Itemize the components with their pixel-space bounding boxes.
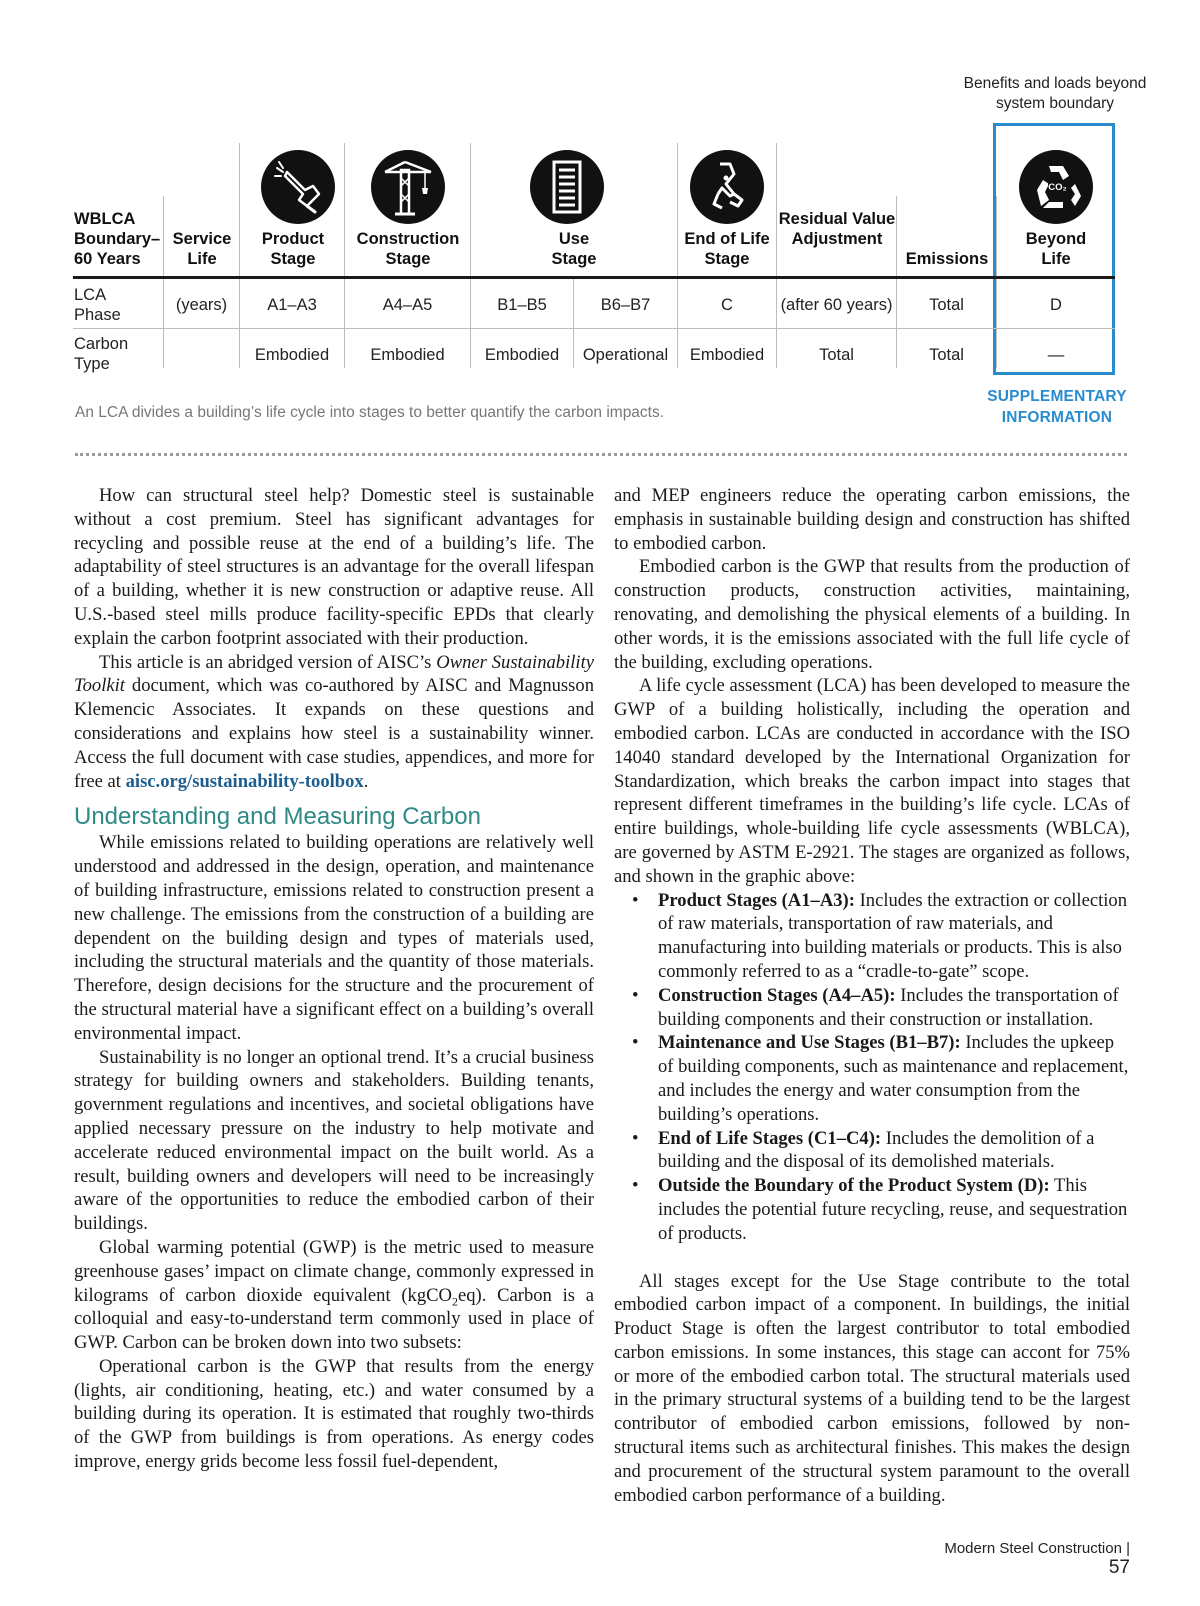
header-rule [73, 276, 1115, 279]
table-cell: D [1050, 296, 1062, 314]
publication-name: Modern Steel Construction [944, 1540, 1122, 1557]
list-item [614, 1127, 1130, 1175]
article-column-left [74, 484, 594, 1474]
paragraph: Embodied carbon is the GWP that results from the production of construction products, construction activities, maintaining, renovating, and demolishing the physical elements of a building. In other words, it is the emissions associated with the full life cycle of the building, excluding operations. [614, 556, 1130, 673]
column-divider [470, 143, 471, 368]
list-item-text: Includes the transportation of building components and their construction or installation. [658, 984, 1119, 1030]
header-use-stage: Use Stage [551, 230, 597, 268]
column-divider [344, 143, 345, 368]
paragraph: and MEP engineers reduce the operating carbon emissions, the emphasis in sustainable building design and construction has shifted to embodied carbon. [614, 485, 1130, 554]
header-service-life: Service Life [172, 230, 232, 268]
demolition-claw-icon [690, 150, 764, 224]
italic-title: Owner Sustainability Toolkit [74, 651, 594, 697]
text-run: This article is an abridged version of AISC’s [99, 651, 437, 673]
column-divider [776, 143, 777, 368]
bullet: • [632, 889, 639, 911]
co2-recycle-icon [1019, 150, 1093, 224]
spacer [614, 1246, 1130, 1270]
footer-separator: | [1126, 1540, 1130, 1557]
list-item [614, 1174, 1130, 1245]
list-item-text: Includes the demolition of a building and the disposal of its demolished materials. [658, 1127, 1095, 1173]
construction-crane-icon [371, 150, 445, 224]
header-boundary: WBLCA Boundary– 60 Years [74, 210, 161, 268]
list-item-text: Includes the extraction or collection of raw materials, transportation of raw materials, and manufacturing into building materials or products. This is also commonly referred to as a “cradle-to-gate” scope. [658, 889, 1128, 982]
list-item [614, 1031, 1130, 1126]
header-residual-value: Residual Value Adjustment [778, 210, 896, 248]
table-cell: Total [819, 346, 854, 364]
section-heading: Understanding and Measuring Carbon [74, 803, 481, 831]
building-icon [530, 150, 604, 224]
bullet: • [632, 984, 639, 1006]
column-divider [239, 143, 240, 368]
list-item-title: Product Stages (A1–A3): [658, 889, 855, 911]
page-footer [920, 1540, 1130, 1579]
table-cell: (years) [175, 296, 228, 314]
text-run: Global warming potential (GWP) is the metric used to measure greenhouse gases’ impact on climate change, commonly expressed in kilograms of carbon dioxide equivalent (kgCO [74, 1236, 594, 1306]
bullet: • [632, 1032, 639, 1054]
row-label-carbon-type: Carbon Type [74, 335, 129, 373]
stage-list [614, 889, 1130, 1246]
dotted-divider [75, 453, 1127, 456]
list-item-title: End of Life Stages (C1–C4): [658, 1127, 882, 1149]
paragraph: All stages except for the Use Stage contribute to the total embodied carbon impact of a component. In buildings, the initial Product Stage is often the largest contributor to total embodied carbon emissions. In some instances, this stage can accont for 75% or more of the embodied carbon total. The structural materials used in the primary structural systems of a building tend to be the largest contributor of embodied carbon emissions, followed by non-structural items such as architectural finishes. This makes the design and procurement of the structural system paramount to the overall embodied carbon performance of a building. [614, 1270, 1130, 1506]
figure-caption: An LCA divides a building’s life cycle into stages to better quantify the carbon impacts. [75, 404, 665, 421]
text-run: . [363, 770, 369, 792]
list-item-text: This includes the potential future recycling, reuse, and sequestration of products. [658, 1175, 1128, 1244]
table-cell: Embodied [689, 346, 765, 364]
table-cell: B6–B7 [600, 296, 651, 314]
list-item [614, 889, 1130, 984]
header-end-of-life-stage: End of Life Stage [684, 230, 770, 268]
column-divider [896, 196, 897, 368]
paragraph [74, 651, 594, 794]
header-construction-stage: Construction Stage [356, 230, 460, 268]
list-item-title: Outside the Boundary of the Product System (D): [658, 1175, 1050, 1197]
paragraph: While emissions related to building operations are relatively well understood and addressed in the design, operation, and maintenance of building infrastructure, emissions related to construction present a new challenge. The emissions from the construction of a building are dependent on the building design and types of materials used, including the structural materials and the quantity of those materials. Therefore, design decisions for the structure and the procurement of the structural material have a significant effect on a building’s overall environmental impact. [74, 832, 594, 1044]
beyond-boundary-note: Benefits and loads beyond system boundary [963, 75, 1147, 112]
column-divider [996, 196, 997, 368]
table-cell: Total [929, 346, 964, 364]
subscript: 2 [451, 1294, 458, 1309]
row-label-lca-phase: LCA Phase [74, 286, 121, 324]
article-column-right [614, 484, 1130, 1507]
table-cell: B1–B5 [497, 296, 547, 314]
toolbox-link[interactable]: aisc.org/sustainability-toolbox [125, 770, 364, 792]
bullet: • [632, 1175, 639, 1197]
paragraph [74, 1236, 594, 1355]
row-rule [73, 328, 1115, 329]
list-item-title: Maintenance and Use Stages (B1–B7): [658, 1032, 961, 1054]
table-cell: Embodied [370, 346, 445, 364]
paragraph: Sustainability is no longer an optional trend. It’s a crucial business strategy for building owners and stakeholders. Building tenants, government regulations and incentives, and societal obligations have applied necessary pressure on the industry to help motivate and accelerate reduced environmental impact on the built world. As a result, building owners and developers will need to be increasingly aware of the opportunities to reduce the embodied carbon of their buildings. [74, 1046, 594, 1235]
paragraph: How can structural steel help? Domestic steel is sustainable without a cost premium. Steel has significant advantages for recycling and possible reuse at the end of a building’s life. The adaptability of steel structures is an advantage for the overall lifespan of a building, whether it is new construction or adaptive reuse. All U.S.-based steel mills produce facility-specific EPDs that clearly explain the carbon footprint associated with their production. [74, 485, 594, 649]
table-cell: A4–A5 [382, 296, 433, 314]
table-cell: C [721, 296, 733, 314]
header-emissions: Emissions [905, 250, 989, 268]
table-cell: A1–A3 [267, 296, 317, 314]
text-run: document, which was co-authored by AISC and Magnusson Klemencic Associates. It expands on these questions and considerations and explains how steel is a sustainability winner. Access the full document with case studies, appendices, and more for free at [74, 675, 594, 792]
table-cell: Embodied [254, 346, 330, 364]
paragraph: A life cycle assessment (LCA) has been developed to measure the GWP of a building holistically, including the operation and embodied carbon. LCAs are conducted in accordance with the ISO 14040 standard developed by the International Organization for Standardization, which breaks the carbon impact into stages that represent different timeframes in the building’s life cycle. LCAs of entire buildings, whole-building life cycle assessments (WBLCA), are governed by ASTM E-2921. The stages are organized as follows, and shown in the graphic above: [614, 675, 1130, 887]
supplementary-information-label: SUPPLEMENTARY INFORMATION [987, 388, 1127, 426]
header-product-stage: Product Stage [261, 230, 325, 268]
table-cell: Total [929, 296, 964, 314]
table-cell: (after 60 years) [780, 296, 893, 314]
paragraph: Operational carbon is the GWP that results from the energy (lights, air conditioning, heating, etc.) and water consumed by a building during its operation. It is estimated that roughly two-thirds of the GWP from buildings is from operations. As energy codes improve, energy grids become less fossil fuel-dependent, [74, 1355, 594, 1473]
header-beyond-life: Beyond Life [1025, 230, 1087, 268]
list-item-text: Includes the upkeep of building components, such as maintenance and replacement, and includes the energy and water consumption from the building’s operations. [658, 1032, 1129, 1125]
table-cell: Operational [582, 346, 669, 364]
table-cell: — [1047, 346, 1065, 364]
hand-drill-icon [261, 150, 335, 224]
table-cell: Embodied [484, 346, 560, 364]
co2-label: CO₂ [1048, 182, 1067, 193]
list-item-title: Construction Stages (A4–A5): [658, 984, 896, 1006]
list-item [614, 984, 1130, 1032]
page-number: 57 [1108, 1557, 1130, 1578]
text-run: eq). Carbon is a colloquial and easy-to-understand term commonly used in place of GWP. Carbon can be broken down into two subsets: [74, 1284, 594, 1354]
bullet: • [632, 1127, 639, 1149]
